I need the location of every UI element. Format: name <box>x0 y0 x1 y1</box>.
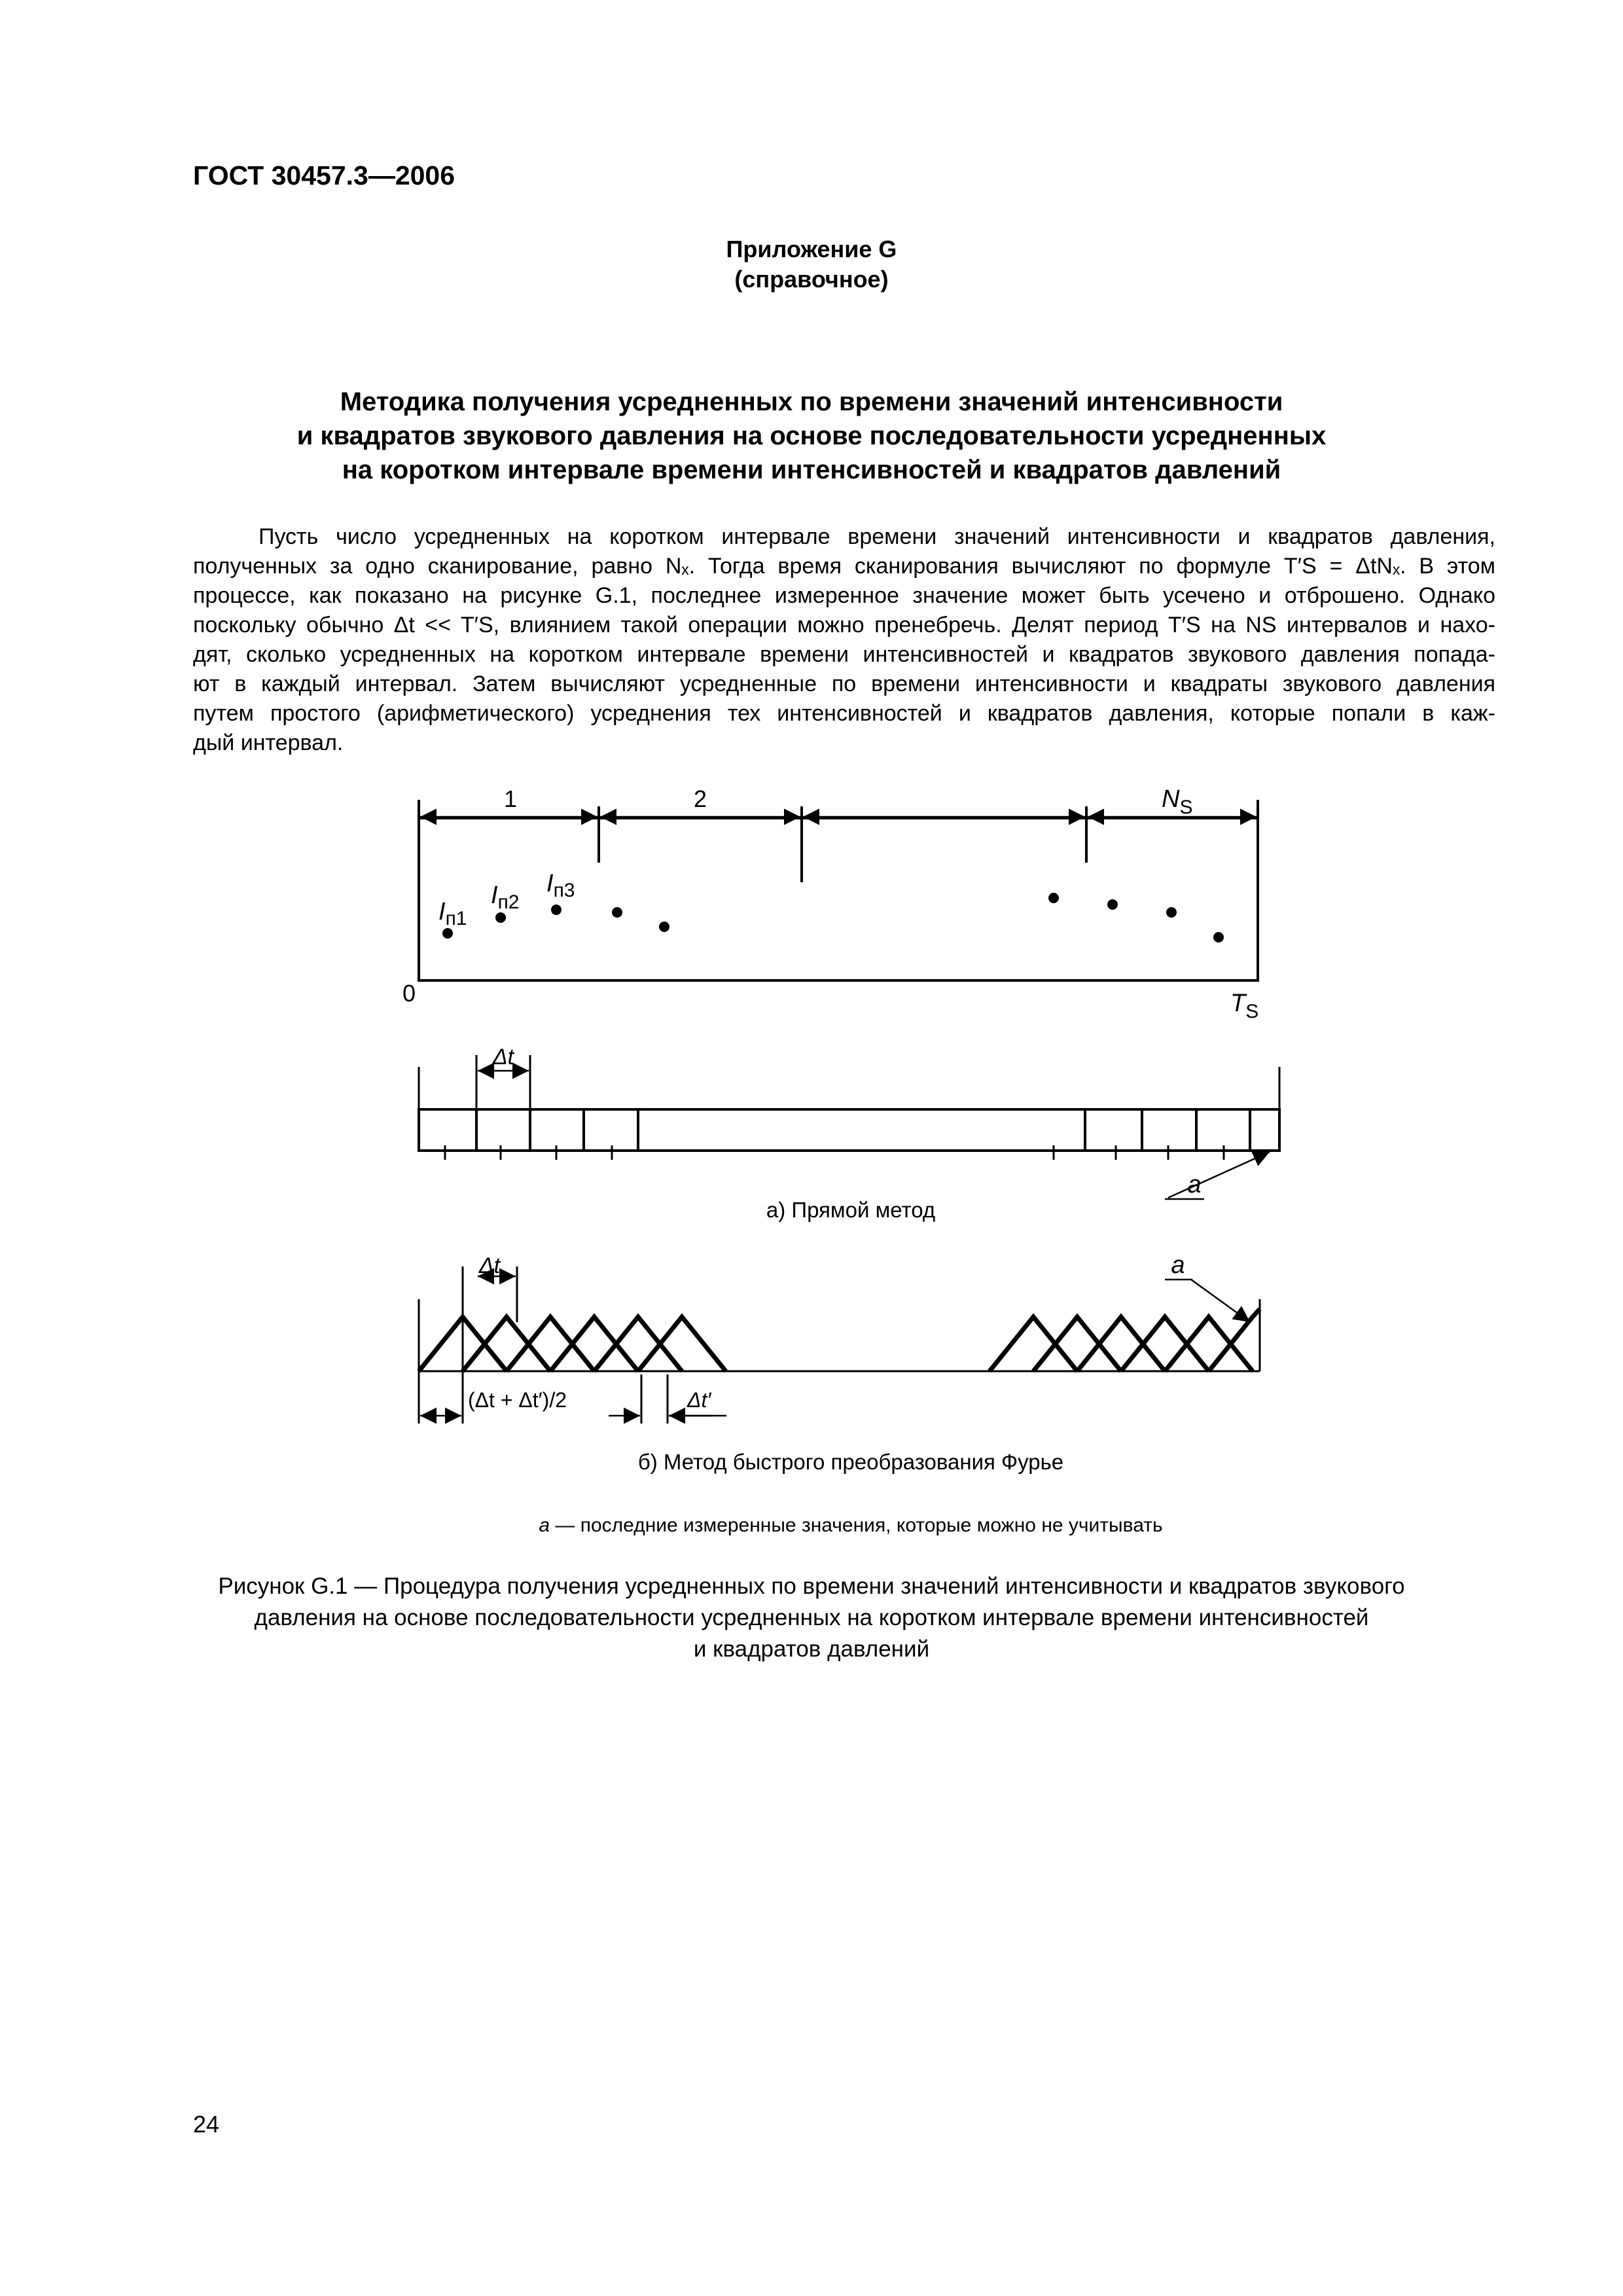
paragraph-line: полученных за одно сканирование, равно Nₓ. Тогда время сканирования вычисляют по формуле T′S = ΔtNₓ. В этом <box>193 554 1495 579</box>
sample-point <box>1107 899 1118 910</box>
paragraph-line: дят, сколько усредненных на коротком интервале времени интенсивностей и квадратов звукового давления попада- <box>193 642 1495 667</box>
in-symbol: I <box>546 870 554 897</box>
paragraph-line: ют в каждый интервал. Затем вычисляют усредненные по времени интенсивности и квадраты звукового давления <box>193 672 1495 696</box>
figure-title-line-1: Рисунок G.1 — Процедура получения усредненных по времени значений интенсивности и квадратов звукового <box>218 1573 1405 1599</box>
window-triangle <box>1209 1309 1260 1371</box>
in3-subscript: п3 <box>553 880 575 901</box>
delta-t-label: Δt <box>478 1253 501 1278</box>
paragraph-line: Пусть число усредненных на коротком интервале времени значений интенсивности и квадратов давления, <box>259 524 1495 549</box>
interval-label-1: 1 <box>503 785 518 812</box>
caption-direct-method: а) Прямой метод <box>766 1198 936 1222</box>
in2-subscript: п2 <box>497 891 520 913</box>
paragraph-line: поскольку обычно Δt << T′S, влиянием такой операции можно пренебречь. Делят период T′S на NS интервалов и нахо- <box>193 613 1495 637</box>
figure-title <box>0 1571 1623 1665</box>
window-triangle <box>638 1317 726 1371</box>
sample-point <box>1166 907 1177 918</box>
window-triangle <box>1033 1317 1121 1371</box>
paragraph-line: процессе, как показано на рисунке G.1, последнее измеренное значение может быть усечено и отброшено. Однако <box>193 583 1495 608</box>
window-triangle <box>594 1317 682 1371</box>
paragraph-line: путем простого (арифметического) усреднения тех интенсивностей и квадратов давления, которые попали в каж- <box>193 701 1495 726</box>
marker-a-label: a <box>1187 1171 1202 1198</box>
scan-frame <box>419 800 1258 980</box>
half-interval-label: (Δt + Δt′)/2 <box>468 1388 567 1412</box>
document-header: ГОСТ 30457.3—2006 <box>193 160 455 190</box>
legend-symbol: а <box>539 1515 550 1536</box>
delta-t-label: Δt <box>492 1045 514 1069</box>
window-triangle <box>1165 1317 1253 1371</box>
figure-title-line-2: давления на основе последовательности усредненных на коротком интервале времени интенсивностей <box>254 1605 1369 1630</box>
figure-title-line-3: и квадратов давлений <box>693 1636 930 1662</box>
label-in3 <box>546 870 575 901</box>
axis-ts-label <box>1230 990 1258 1022</box>
axis-origin-label: 0 <box>402 980 416 1007</box>
caption-fft-method: б) Метод быстрого преобразования Фурье <box>637 1450 1064 1474</box>
window-triangle <box>1121 1317 1209 1371</box>
in-symbol: I <box>491 882 498 909</box>
in-symbol: I <box>438 898 446 925</box>
sample-point <box>659 922 669 932</box>
sample-point <box>1048 893 1059 903</box>
window-triangle <box>463 1317 550 1371</box>
sample-point <box>551 905 562 915</box>
interval-label-2: 2 <box>693 785 707 812</box>
interval-label-ns <box>1162 785 1192 818</box>
delta-t-prime-label: Δt′ <box>687 1388 711 1412</box>
sample-point <box>495 912 506 923</box>
window-triangle <box>507 1317 594 1371</box>
sample-point <box>612 907 622 918</box>
appendix-label: Приложение G <box>726 236 897 262</box>
title-line-1: Методика получения усредненных по времени значений интенсивности <box>340 387 1283 416</box>
ts-symbol: T <box>1230 990 1246 1017</box>
direct-method-bar <box>419 1055 1279 1199</box>
marker-a-label: a <box>1171 1251 1185 1279</box>
window-triangle <box>1077 1317 1165 1371</box>
ns-symbol: N <box>1162 785 1180 813</box>
in1-subscript: п1 <box>445 908 467 929</box>
title-line-2: и квадратов звукового давления на основе последовательности усредненных <box>296 422 1327 450</box>
label-in2 <box>491 882 520 913</box>
window-triangle <box>990 1317 1077 1371</box>
legend-note <box>539 1515 1162 1536</box>
title-line-3: на коротком интервале времени интенсивностей и квадратов давлений <box>342 456 1281 484</box>
ts-subscript: S <box>1245 1001 1259 1022</box>
ns-subscript: S <box>1179 797 1193 818</box>
page-number: 24 <box>193 2111 220 2138</box>
sample-point <box>442 928 453 939</box>
legend-text: — последние измеренные значения, которые можно не учитывать <box>550 1515 1163 1536</box>
label-in1 <box>438 898 467 929</box>
sample-point <box>1213 932 1224 942</box>
paragraph-line: дый интервал. <box>193 730 344 755</box>
appendix-type: (справочное) <box>734 266 889 293</box>
window-triangle <box>550 1317 638 1371</box>
